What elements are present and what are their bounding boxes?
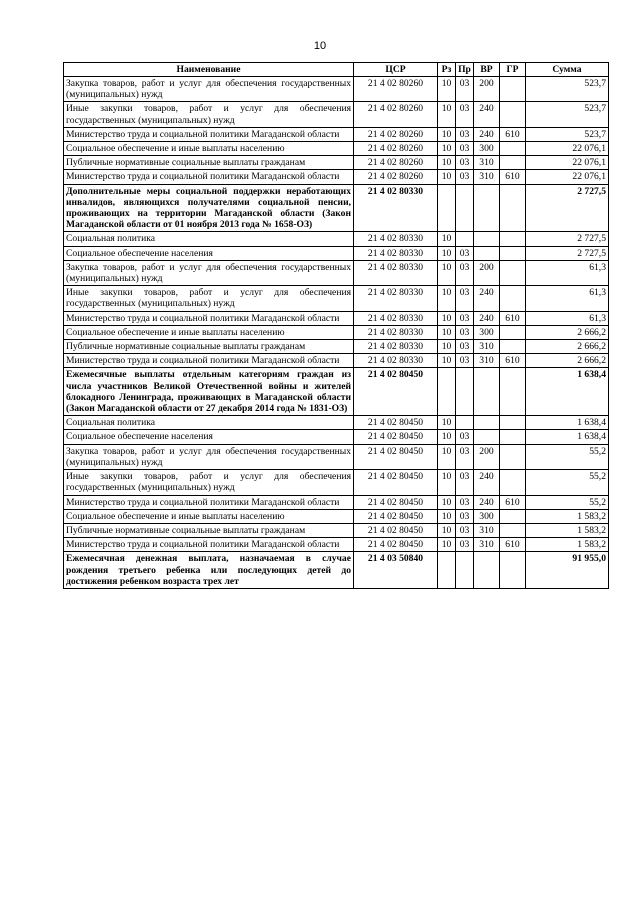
- cell-name: Социальная политика: [64, 232, 354, 246]
- cell-sum: 2 666,2: [526, 340, 609, 354]
- table-row: [64, 538, 609, 552]
- cell-csr: 21 4 02 80450: [354, 444, 438, 469]
- cell-vr: [474, 184, 500, 232]
- cell-rz: 10: [438, 444, 456, 469]
- cell-gr: [500, 509, 526, 523]
- cell-vr: 240: [474, 470, 500, 495]
- cell-sum: 2 727,5: [526, 232, 609, 246]
- cell-gr: [500, 340, 526, 354]
- table-row: [64, 325, 609, 339]
- cell-pr: 03: [456, 311, 474, 325]
- cell-pr: 03: [456, 260, 474, 285]
- cell-rz: 10: [438, 286, 456, 311]
- cell-pr: 03: [456, 495, 474, 509]
- cell-gr: [500, 325, 526, 339]
- table-row: [64, 552, 609, 589]
- table-row: [64, 430, 609, 444]
- cell-gr: [500, 416, 526, 430]
- cell-pr: 03: [456, 444, 474, 469]
- header-csr: ЦСР: [354, 63, 438, 77]
- cell-name: Министерство труда и социальной политики Магаданской области: [64, 127, 354, 141]
- cell-gr: [500, 184, 526, 232]
- cell-sum: 61,3: [526, 286, 609, 311]
- cell-name: Ежемесячные выплаты отдельным категориям граждан из числа участников Великой Отечественной войны и жителей блокадного Ленинграда, проживающих в Магаданской области (Закон Магаданской области от 27 декабря 2014 года № 1831-ОЗ): [64, 368, 354, 416]
- cell-pr: 03: [456, 286, 474, 311]
- table-row: [64, 142, 609, 156]
- table-row: [64, 416, 609, 430]
- table-row: [64, 260, 609, 285]
- cell-gr: [500, 552, 526, 589]
- cell-rz: 10: [438, 127, 456, 141]
- cell-gr: [500, 142, 526, 156]
- cell-sum: 1 583,2: [526, 538, 609, 552]
- cell-gr: [500, 430, 526, 444]
- cell-pr: [456, 368, 474, 416]
- cell-name: Министерство труда и социальной политики Магаданской области: [64, 170, 354, 184]
- cell-sum: 1 583,2: [526, 509, 609, 523]
- cell-pr: [456, 552, 474, 589]
- cell-rz: 10: [438, 232, 456, 246]
- cell-csr: 21 4 02 80450: [354, 430, 438, 444]
- table-row: [64, 311, 609, 325]
- cell-name: Закупка товаров, работ и услуг для обеспечения государственных (муниципальных) нужд: [64, 77, 354, 102]
- cell-sum: 22 076,1: [526, 170, 609, 184]
- cell-csr: 21 4 02 80260: [354, 77, 438, 102]
- cell-rz: 10: [438, 470, 456, 495]
- cell-vr: 200: [474, 444, 500, 469]
- cell-vr: [474, 368, 500, 416]
- cell-csr: 21 4 02 80330: [354, 286, 438, 311]
- cell-pr: 03: [456, 430, 474, 444]
- cell-csr: 21 4 02 80260: [354, 156, 438, 170]
- cell-vr: [474, 246, 500, 260]
- cell-vr: 310: [474, 354, 500, 368]
- cell-vr: 300: [474, 142, 500, 156]
- cell-name: Министерство труда и социальной политики Магаданской области: [64, 538, 354, 552]
- cell-csr: 21 4 02 80450: [354, 368, 438, 416]
- table-row: [64, 102, 609, 127]
- table-row: [64, 127, 609, 141]
- cell-sum: 2 666,2: [526, 325, 609, 339]
- cell-vr: 240: [474, 495, 500, 509]
- cell-csr: 21 4 02 80260: [354, 102, 438, 127]
- cell-vr: 310: [474, 523, 500, 537]
- cell-name: Ежемесячная денежная выплата, назначаемая в случае рождения третьего ребенка или последующих детей до достижения ребенком возраста трех лет: [64, 552, 354, 589]
- cell-rz: 10: [438, 354, 456, 368]
- cell-name: Публичные нормативные социальные выплаты гражданам: [64, 340, 354, 354]
- cell-rz: 10: [438, 416, 456, 430]
- cell-sum: 1 638,4: [526, 368, 609, 416]
- cell-gr: 610: [500, 495, 526, 509]
- cell-rz: 10: [438, 311, 456, 325]
- cell-csr: 21 4 02 80450: [354, 416, 438, 430]
- cell-name: Иные закупки товаров, работ и услуг для обеспечения государственных (муниципальных) нужд: [64, 286, 354, 311]
- cell-sum: 1 638,4: [526, 430, 609, 444]
- cell-gr: [500, 444, 526, 469]
- cell-rz: 10: [438, 170, 456, 184]
- cell-gr: [500, 156, 526, 170]
- cell-name: Публичные нормативные социальные выплаты гражданам: [64, 156, 354, 170]
- cell-sum: 55,2: [526, 444, 609, 469]
- cell-gr: [500, 470, 526, 495]
- cell-rz: 10: [438, 142, 456, 156]
- header-name: Наименование: [64, 63, 354, 77]
- cell-pr: [456, 232, 474, 246]
- cell-pr: 03: [456, 523, 474, 537]
- cell-vr: 300: [474, 325, 500, 339]
- cell-vr: [474, 430, 500, 444]
- table-row: [64, 184, 609, 232]
- header-pr: Пр: [456, 63, 474, 77]
- cell-sum: 91 955,0: [526, 552, 609, 589]
- cell-vr: 240: [474, 127, 500, 141]
- cell-name: Иные закупки товаров, работ и услуг для обеспечения государственных (муниципальных) нужд: [64, 102, 354, 127]
- cell-vr: [474, 416, 500, 430]
- cell-rz: [438, 184, 456, 232]
- table-row: [64, 509, 609, 523]
- table-row: [64, 77, 609, 102]
- header-vr: ВР: [474, 63, 500, 77]
- cell-sum: 523,7: [526, 102, 609, 127]
- cell-name: Социальное обеспечение населения: [64, 246, 354, 260]
- cell-csr: 21 4 03 50840: [354, 552, 438, 589]
- cell-name: Закупка товаров, работ и услуг для обеспечения государственных (муниципальных) нужд: [64, 444, 354, 469]
- cell-vr: [474, 552, 500, 589]
- cell-vr: 310: [474, 538, 500, 552]
- cell-gr: [500, 368, 526, 416]
- cell-sum: 2 727,5: [526, 246, 609, 260]
- cell-csr: 21 4 02 80450: [354, 470, 438, 495]
- cell-vr: 310: [474, 156, 500, 170]
- cell-rz: 10: [438, 509, 456, 523]
- budget-table: [63, 62, 609, 589]
- cell-name: Министерство труда и социальной политики Магаданской области: [64, 311, 354, 325]
- cell-csr: 21 4 02 80450: [354, 495, 438, 509]
- cell-sum: 55,2: [526, 495, 609, 509]
- cell-rz: [438, 552, 456, 589]
- cell-pr: 03: [456, 127, 474, 141]
- cell-gr: [500, 232, 526, 246]
- cell-name: Министерство труда и социальной политики Магаданской области: [64, 354, 354, 368]
- cell-csr: 21 4 02 80330: [354, 260, 438, 285]
- table-row: [64, 232, 609, 246]
- cell-pr: 03: [456, 354, 474, 368]
- cell-csr: 21 4 02 80330: [354, 246, 438, 260]
- cell-csr: 21 4 02 80330: [354, 232, 438, 246]
- cell-vr: 240: [474, 311, 500, 325]
- cell-sum: 55,2: [526, 470, 609, 495]
- table-row: [64, 368, 609, 416]
- cell-csr: 21 4 02 80450: [354, 538, 438, 552]
- header-rz: Рз: [438, 63, 456, 77]
- header-gr: ГР: [500, 63, 526, 77]
- table-row: [64, 286, 609, 311]
- cell-pr: 03: [456, 509, 474, 523]
- cell-gr: [500, 102, 526, 127]
- table-row: [64, 246, 609, 260]
- page-number: 10: [313, 40, 327, 52]
- cell-rz: 10: [438, 523, 456, 537]
- cell-vr: 310: [474, 170, 500, 184]
- cell-gr: 610: [500, 354, 526, 368]
- cell-sum: 61,3: [526, 260, 609, 285]
- cell-pr: [456, 184, 474, 232]
- cell-sum: 61,3: [526, 311, 609, 325]
- cell-rz: 10: [438, 156, 456, 170]
- cell-sum: 2 727,5: [526, 184, 609, 232]
- cell-rz: 10: [438, 260, 456, 285]
- cell-vr: 300: [474, 509, 500, 523]
- cell-rz: 10: [438, 430, 456, 444]
- cell-sum: 523,7: [526, 127, 609, 141]
- cell-vr: 200: [474, 260, 500, 285]
- cell-sum: 22 076,1: [526, 142, 609, 156]
- cell-csr: 21 4 02 80330: [354, 311, 438, 325]
- cell-csr: 21 4 02 80330: [354, 354, 438, 368]
- table-row: [64, 470, 609, 495]
- cell-pr: 03: [456, 142, 474, 156]
- table-row: [64, 354, 609, 368]
- cell-sum: 1 583,2: [526, 523, 609, 537]
- table-row: [64, 156, 609, 170]
- cell-name: Социальное обеспечение и иные выплаты населению: [64, 509, 354, 523]
- table-row: [64, 170, 609, 184]
- cell-vr: 200: [474, 77, 500, 102]
- cell-name: Социальное обеспечение населения: [64, 430, 354, 444]
- cell-name: Социальное обеспечение и иные выплаты населению: [64, 325, 354, 339]
- cell-gr: 610: [500, 538, 526, 552]
- cell-rz: 10: [438, 325, 456, 339]
- cell-pr: 03: [456, 246, 474, 260]
- table-row: [64, 495, 609, 509]
- table-row: [64, 444, 609, 469]
- cell-pr: 03: [456, 77, 474, 102]
- cell-pr: 03: [456, 470, 474, 495]
- cell-gr: 610: [500, 127, 526, 141]
- cell-pr: 03: [456, 538, 474, 552]
- cell-vr: 310: [474, 340, 500, 354]
- cell-gr: 610: [500, 311, 526, 325]
- cell-gr: [500, 260, 526, 285]
- cell-csr: 21 4 02 80260: [354, 127, 438, 141]
- cell-pr: 03: [456, 340, 474, 354]
- cell-vr: [474, 232, 500, 246]
- cell-pr: 03: [456, 156, 474, 170]
- cell-gr: [500, 523, 526, 537]
- cell-name: Дополнительные меры социальной поддержки неработающих инвалидов, являющихся получателями социальной пенсии, проживающих на территории Магаданской области (Закон Магаданской области от 01 ноября 2013 года № 1658-ОЗ): [64, 184, 354, 232]
- cell-rz: 10: [438, 495, 456, 509]
- cell-pr: 03: [456, 170, 474, 184]
- cell-rz: 10: [438, 77, 456, 102]
- cell-gr: 610: [500, 170, 526, 184]
- cell-rz: 10: [438, 340, 456, 354]
- cell-pr: 03: [456, 325, 474, 339]
- table-row: [64, 523, 609, 537]
- cell-rz: 10: [438, 246, 456, 260]
- cell-csr: 21 4 02 80260: [354, 170, 438, 184]
- cell-name: Социальное обеспечение и иные выплаты населению: [64, 142, 354, 156]
- cell-csr: 21 4 02 80330: [354, 184, 438, 232]
- cell-name: Социальная политика: [64, 416, 354, 430]
- cell-csr: 21 4 02 80450: [354, 523, 438, 537]
- table-row: [64, 340, 609, 354]
- header-sum: Сумма: [526, 63, 609, 77]
- cell-sum: 523,7: [526, 77, 609, 102]
- cell-csr: 21 4 02 80450: [354, 509, 438, 523]
- cell-name: Публичные нормативные социальные выплаты гражданам: [64, 523, 354, 537]
- cell-name: Министерство труда и социальной политики Магаданской области: [64, 495, 354, 509]
- cell-vr: 240: [474, 102, 500, 127]
- cell-rz: 10: [438, 538, 456, 552]
- cell-name: Иные закупки товаров, работ и услуг для обеспечения государственных (муниципальных) нужд: [64, 470, 354, 495]
- cell-sum: 2 666,2: [526, 354, 609, 368]
- table-header-row: [64, 63, 609, 77]
- cell-sum: 22 076,1: [526, 156, 609, 170]
- cell-gr: [500, 286, 526, 311]
- cell-pr: [456, 416, 474, 430]
- cell-gr: [500, 246, 526, 260]
- cell-rz: [438, 368, 456, 416]
- cell-sum: 1 638,4: [526, 416, 609, 430]
- cell-csr: 21 4 02 80330: [354, 325, 438, 339]
- cell-name: Закупка товаров, работ и услуг для обеспечения государственных (муниципальных) нужд: [64, 260, 354, 285]
- cell-csr: 21 4 02 80260: [354, 142, 438, 156]
- cell-rz: 10: [438, 102, 456, 127]
- cell-vr: 240: [474, 286, 500, 311]
- cell-gr: [500, 77, 526, 102]
- cell-pr: 03: [456, 102, 474, 127]
- cell-csr: 21 4 02 80330: [354, 340, 438, 354]
